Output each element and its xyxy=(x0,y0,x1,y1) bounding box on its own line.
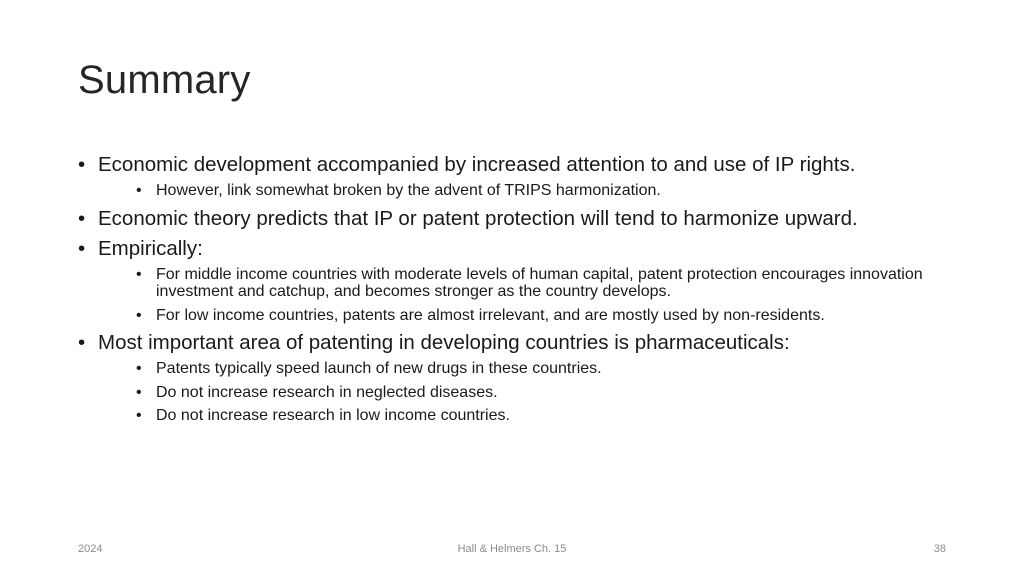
bullet-marker: • xyxy=(78,153,86,176)
sub-bullet-marker: • xyxy=(136,265,142,283)
bullet-text: Economic development accompanied by increased attention to and use of IP rights. xyxy=(98,153,856,176)
sub-bullet-item xyxy=(98,407,938,425)
footer-page-number: 38 xyxy=(933,543,946,555)
sub-bullet-text: For middle income countries with moderate levels of human capital, patent protection encourages innovation investment and catchup, and becomes stronger as the country develops. xyxy=(156,265,923,300)
footer-source: Hall & Helmers Ch. 15 xyxy=(457,543,567,555)
bullet-item xyxy=(78,208,938,230)
bullet-text: Economic theory predicts that IP or patent protection will tend to harmonize upward. xyxy=(98,206,858,230)
bullet-item xyxy=(78,154,938,200)
sub-bullet-marker: • xyxy=(136,306,142,324)
sub-bullet-item xyxy=(98,307,938,325)
sub-bullet-marker: • xyxy=(136,360,142,377)
sub-bullet-item xyxy=(98,384,938,402)
sub-bullet-marker: • xyxy=(136,182,142,199)
bullet-item xyxy=(78,238,938,325)
bullet-item xyxy=(78,332,938,425)
bullet-list xyxy=(78,154,938,433)
slide-title: Summary xyxy=(78,58,251,102)
sub-bullet-item xyxy=(98,360,938,378)
bullet-marker: • xyxy=(78,331,86,354)
footer-date: 2024 xyxy=(78,543,103,555)
sub-bullet-text: For low income countries, patents are almost irrelevant, and are mostly used by non-residents. xyxy=(156,306,825,324)
sub-bullet-item xyxy=(98,266,938,301)
sub-bullet-marker: • xyxy=(136,407,142,424)
sub-bullet-item xyxy=(98,182,938,200)
bullet-marker: • xyxy=(78,236,86,260)
sub-bullet-marker: • xyxy=(136,383,142,401)
sub-bullet-text: Do not increase research in low income countries. xyxy=(156,407,510,424)
bullet-marker: • xyxy=(78,206,86,230)
sub-bullet-text: Patents typically speed launch of new drugs in these countries. xyxy=(156,360,602,377)
bullet-text: Empirically: xyxy=(98,236,203,260)
bullet-text: Most important area of patenting in developing countries is pharmaceuticals: xyxy=(98,331,790,354)
sub-bullet-text: Do not increase research in neglected diseases. xyxy=(156,383,498,401)
sub-bullet-text: However, link somewhat broken by the advent of TRIPS harmonization. xyxy=(156,182,661,199)
